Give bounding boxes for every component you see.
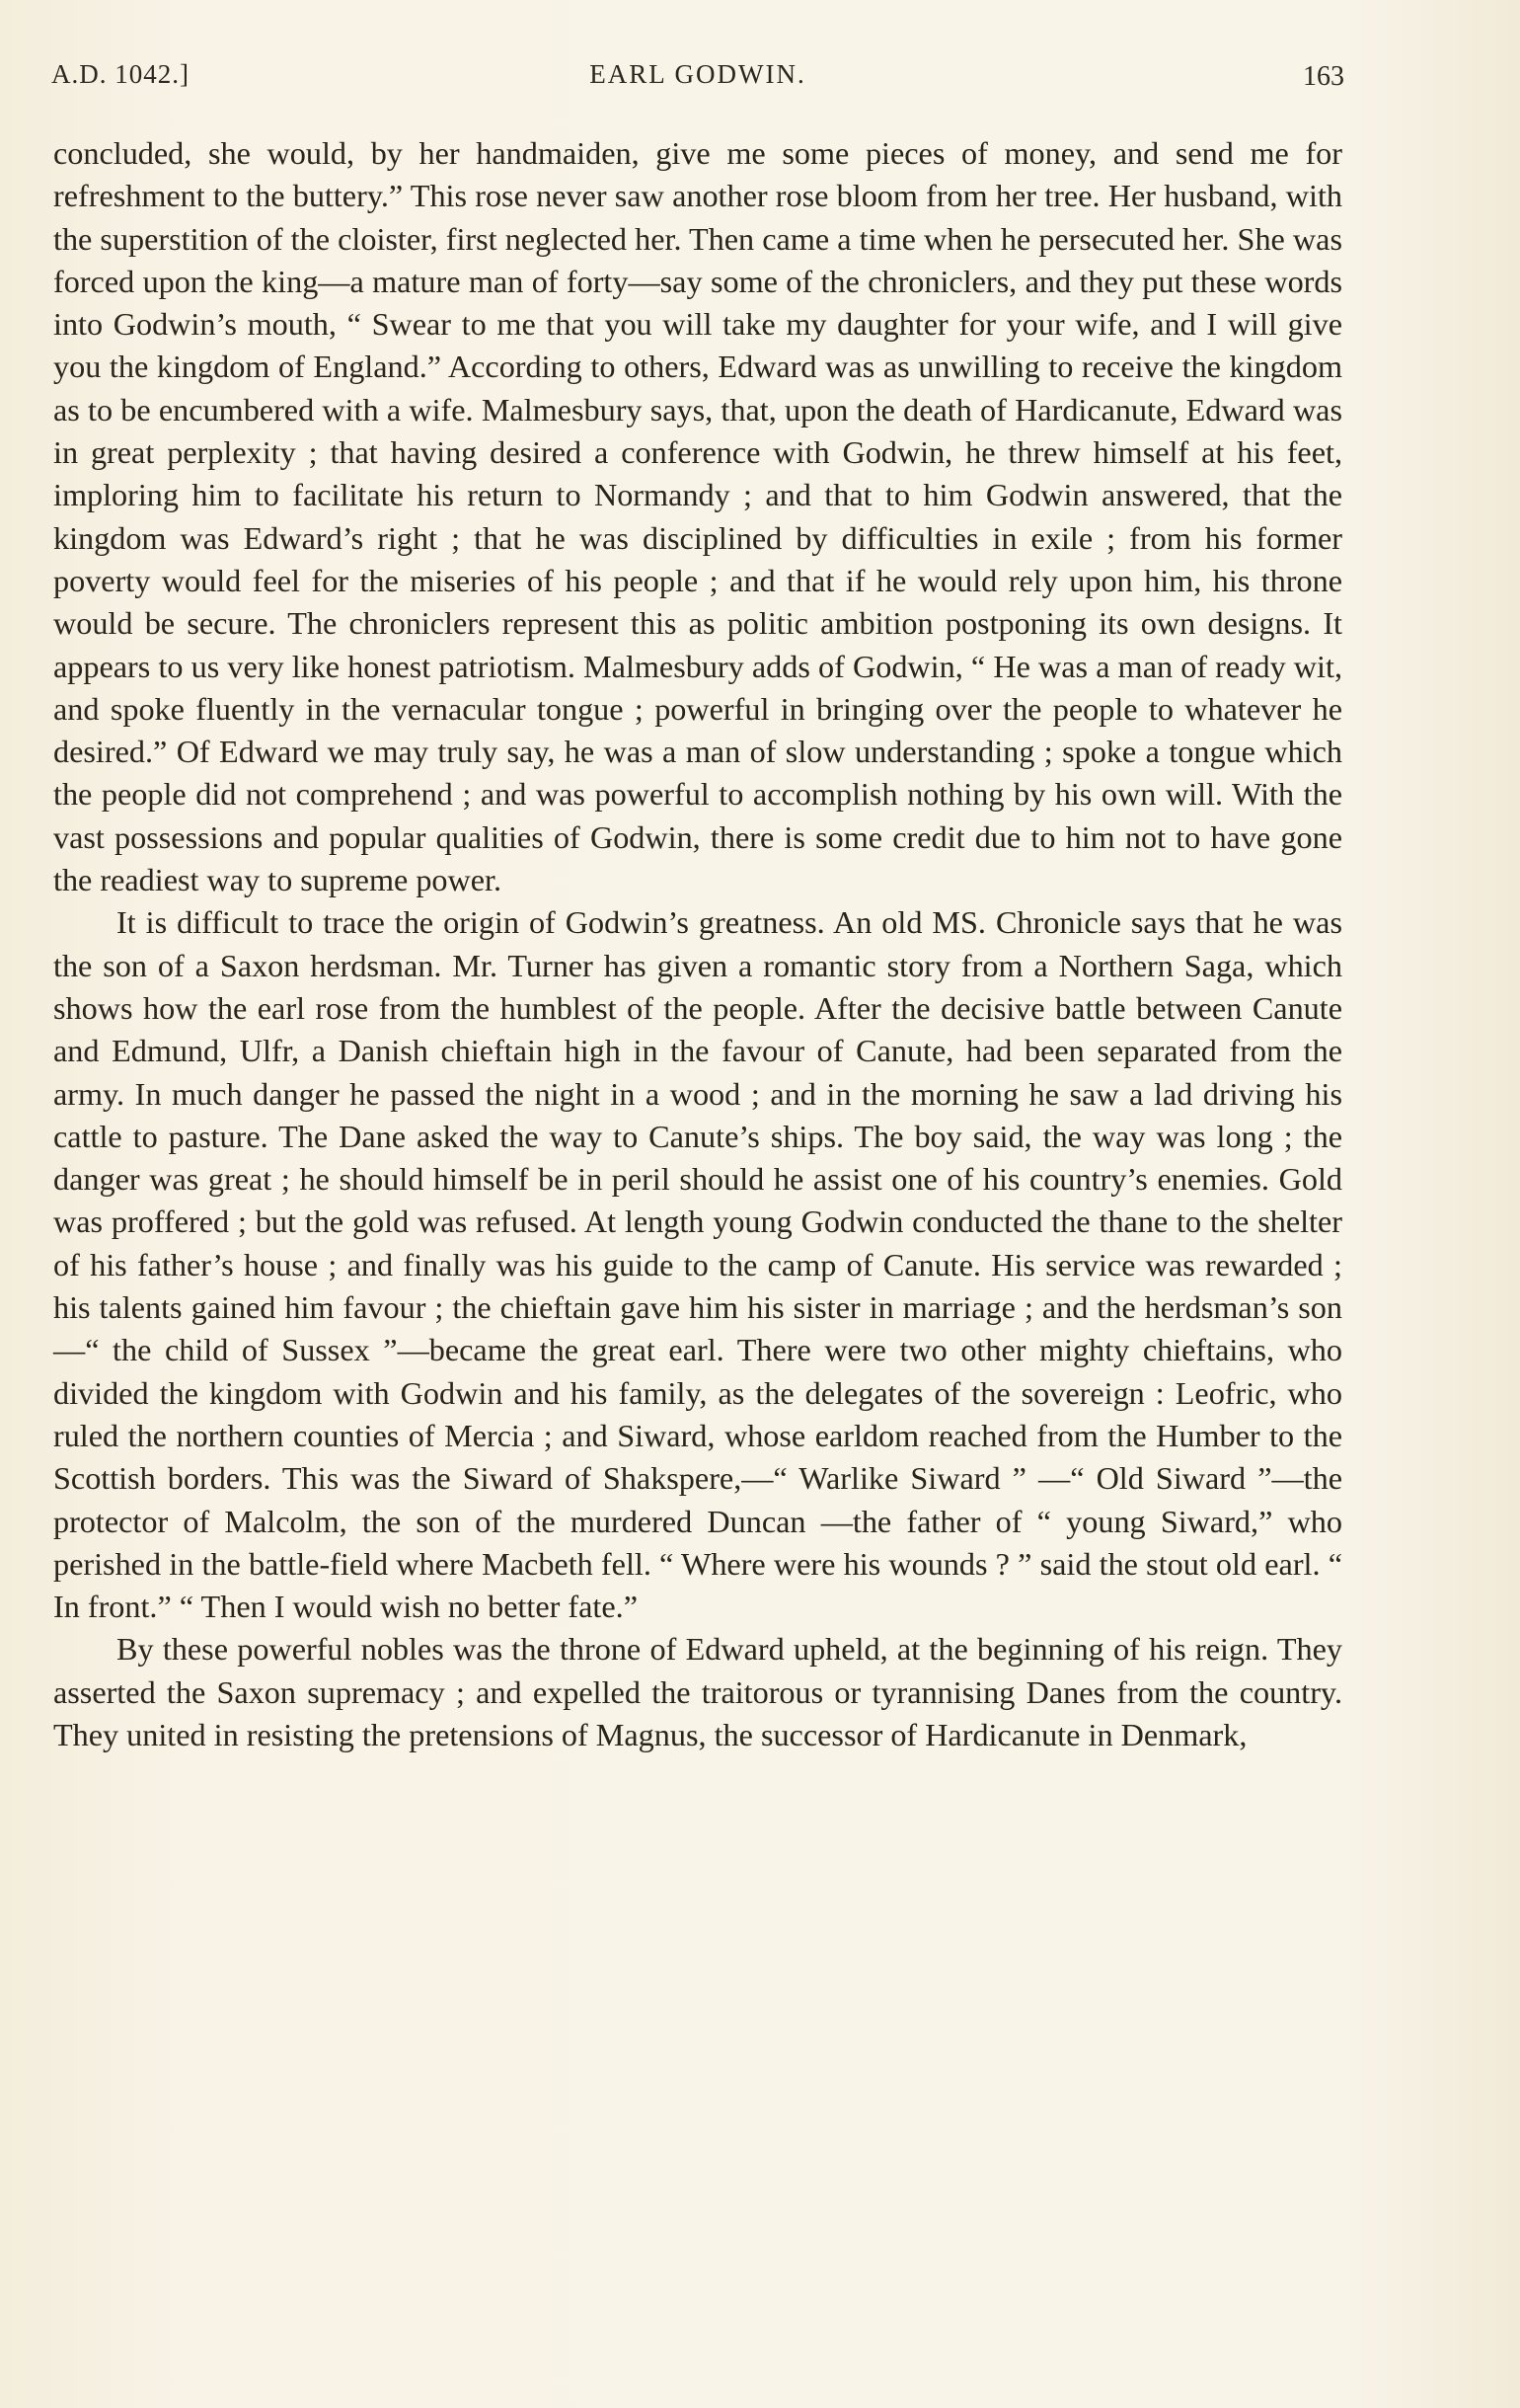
- header-title: EARL GODWIN.: [589, 59, 806, 89]
- paragraph-2: It is difficult to trace the origin of Godwin’s greatness. An old MS. Chronicle says that he was the son of a Saxon herdsman. Mr. Turner has given a romantic story from a Northern Saga, which shows how the earl rose from the humblest of the people. After the decisive battle between Canute and Edmund, Ulfr, a Danish chieftain high in the favour of Canute, had been separated from the army. In much danger he passed the night in a wood ; and in the morning he saw a lad driving his cattle to pasture. The Dane asked the way to Canute’s ships. The boy said, the way was long ; the danger was great ; he should himself be in peril should he assist one of his country’s enemies. Gold was proffered ; but the gold was refused. At length young Godwin conducted the thane to the shelter of his father’s house ; and finally was his guide to the camp of Canute. His service was rewarded ; his talents gained him favour ; the chieftain gave him his sister in marriage ; and the herdsman’s son—“ the child of Sussex ”—became the great earl. There were two other mighty chieftains, who divided the kingdom with Godwin and his family, as the delegates of the sovereign : Leofric, who ruled the northern counties of Mercia ; and Siward, whose earldom reached from the Humber to the Scottish borders. This was the Siward of Shakspere,—“ Warlike Siward ” —“ Old Siward ”—the protector of Malcolm, the son of the murdered Duncan —the father of “ young Siward,” who perished in the battle-field where Macbeth fell. “ Where were his wounds ? ” said the stout old earl. “ In front.” “ Then I would wish no better fate.”: [53, 904, 1342, 1625]
- page-number: 163: [1303, 61, 1344, 92]
- running-header: [51, 55, 1344, 103]
- paragraph-1: concluded, she would, by her handmaiden, give me some pieces of money, and send me for refreshment to the buttery.” This rose never saw another rose bloom from her tree. Her husband, with the superstition of the cloister, first neglected her. Then came a time when he persecuted her. She was forced upon the king—a mature man of forty—say some of the chroniclers, and they put these words into Godwin’s mouth, “ Swear to me that you will take my daughter for your wife, and I will give you the kingdom of England.” According to others, Edward was as unwilling to receive the kingdom as to be encumbered with a wife. Malmesbury says, that, upon the death of Hardicanute, Edward was in great perplexity ; that having desired a conference with Godwin, he threw himself at his feet, imploring him to facilitate his return to Normandy ; and that to him Godwin answered, that the kingdom was Edward’s right ; that he was disciplined by difficulties in exile ; from his former poverty would feel for the miseries of his people ; and that if he would rely upon him, his throne would be secure. The chroniclers represent this as politic ambition postponing its own designs. It appears to us very like honest patriotism. Malmesbury adds of Godwin, “ He was a man of ready wit, and spoke fluently in the vernacular tongue ; powerful in bringing over the people to whatever he desired.” Of Edward we may truly say, he was a man of slow understanding ; spoke a tongue which the people did not comprehend ; and was powerful to accomplish nothing by his own will. With the vast possessions and popular qualities of Godwin, there is some credit due to him not to have gone the readiest way to supreme power.: [53, 135, 1342, 898]
- paragraph-3: By these powerful nobles was the throne of Edward upheld, at the beginning of his reign. They asserted the Saxon supremacy ; and expelled the traitorous or tyrannising Danes from the country. They united in resisting the pretensions of Magnus, the successor of Hardicanute in Denmark,: [53, 1631, 1342, 1752]
- header-date: A.D. 1042.]: [51, 59, 190, 89]
- body-text: [53, 132, 1342, 1756]
